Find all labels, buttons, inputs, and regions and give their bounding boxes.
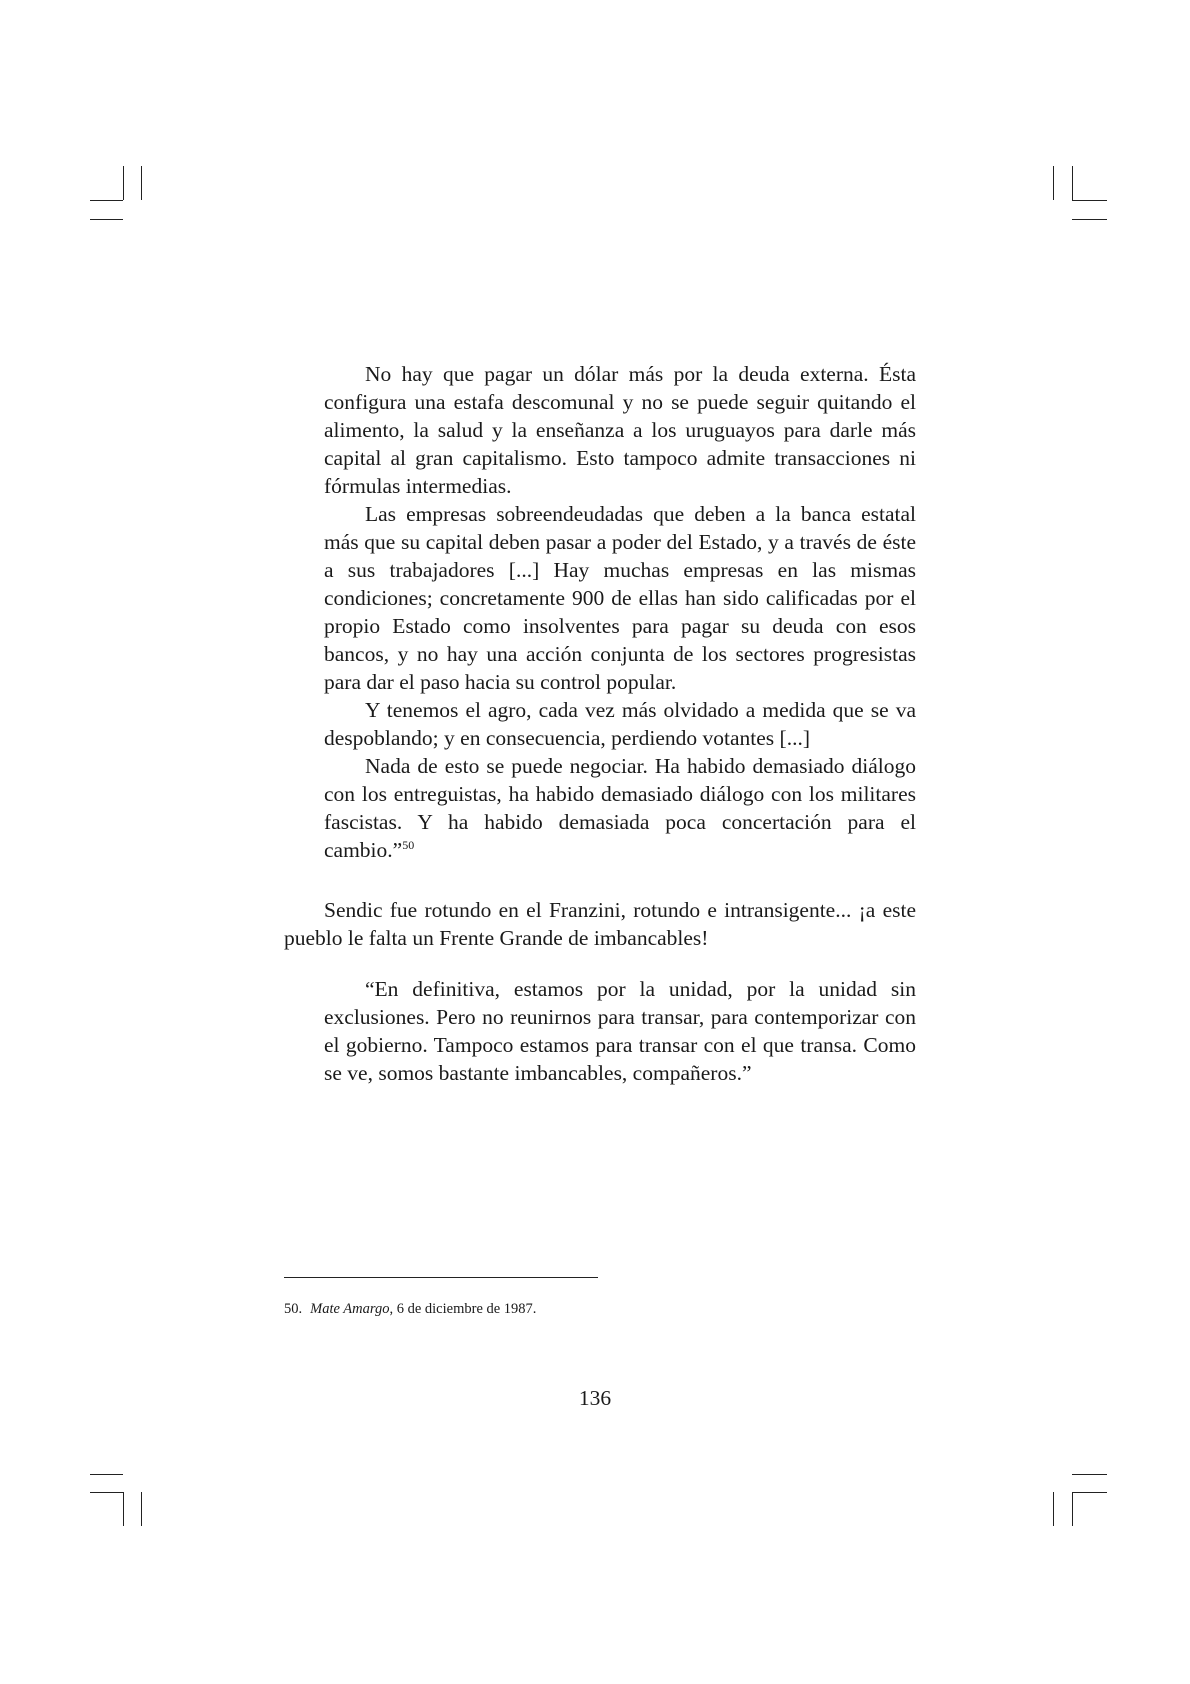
crop-mark [90, 1474, 123, 1475]
crop-mark [1053, 1492, 1054, 1526]
footnote-source-title: Mate Amargo [310, 1301, 390, 1317]
crop-mark [1072, 166, 1073, 200]
crop-mark [141, 1492, 142, 1526]
footnote-number: 50. [284, 1301, 303, 1317]
crop-mark [90, 200, 123, 201]
quote-paragraph-with-note [324, 752, 916, 864]
crop-mark [1072, 219, 1107, 220]
quote-paragraph: “En definitiva, estamos por la unidad, por la unidad sin exclusiones. Pero no reunirnos para transar, para contemporizar con el gobierno. Tampoco estamos para transar con el que transa. Como se ve, somos bastante imbancables, compañeros.” [324, 977, 916, 1085]
footnote [284, 1300, 536, 1318]
crop-mark [1072, 200, 1107, 201]
block-quote-2 [324, 975, 916, 1087]
quote-paragraph-text: Nada de esto se puede negociar. Ha habido demasiado diálogo con los entreguistas, ha habido demasiado diálogo con los militares fascistas. Y ha habido demasiada poca concertación para el cambio.” [324, 754, 916, 862]
quote-paragraph: Y tenemos el agro, cada vez más olvidado a medida que se va despoblando; y en consecuencia, perdiendo votantes [...] [324, 698, 916, 750]
footnote-source-detail: , 6 de diciembre de 1987. [389, 1301, 537, 1317]
quote-paragraph: Las empresas sobreendeudadas que deben a la banca estatal más que su capital deben pasar a poder del Estado, y a través de éste a sus trabajadores [...] Hay muchas empresas en las mismas condiciones; concretamente 900 de ellas han sido calificadas por el propio Estado como insolventes para pagar su deuda con esos bancos, y no hay una acción conjunta de los sectores progresistas para dar el paso hacia su control popular. [324, 502, 916, 694]
page-number: 136 [578, 1386, 612, 1410]
crop-mark [141, 166, 142, 200]
block-quote-1 [324, 360, 916, 864]
footnote-reference[interactable]: 50 [402, 837, 415, 852]
crop-mark [1072, 1474, 1107, 1475]
crop-mark [123, 166, 124, 200]
quote-paragraph: No hay que pagar un dólar más por la deuda externa. Ésta configura una estafa descomunal y no se puede seguir quitando el alimento, la salud y la enseñanza a los uruguayos para darle más capital al gran capitalismo. Esto tampoco admite transacciones ni fórmulas intermedias. [324, 362, 916, 498]
body-paragraph [284, 896, 916, 952]
crop-mark [123, 1492, 124, 1526]
body-paragraph-text: Sendic fue rotundo en el Franzini, rotundo e intransigente... ¡a este pueblo le falta un Frente Grande de imbancables! [284, 898, 916, 950]
crop-mark [1053, 166, 1054, 200]
footnote-rule [284, 1277, 598, 1278]
crop-mark [90, 1492, 123, 1493]
crop-mark [1072, 1492, 1073, 1526]
crop-mark [1072, 1492, 1107, 1493]
crop-mark [90, 219, 123, 220]
